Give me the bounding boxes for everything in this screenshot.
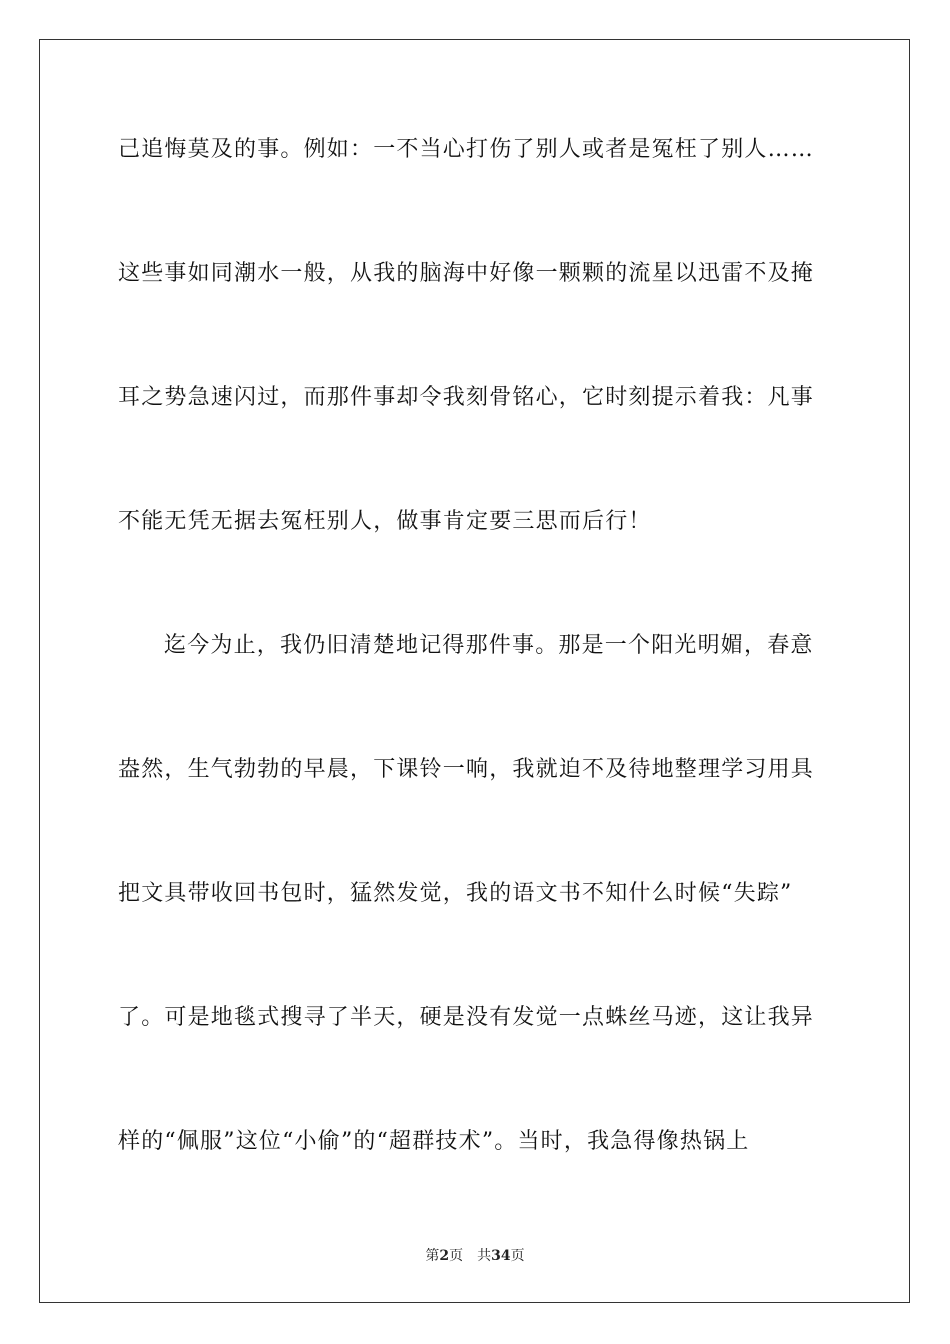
page-border (39, 39, 910, 1303)
text-line: 耳之势急速闪过，而那件事却令我刻骨铭心，它时刻提示着我：凡事 (118, 385, 815, 410)
text-line: 这些事如同潮水一般，从我的脑海中好像一颗颗的流星以迅雷不及掩 (118, 261, 815, 286)
text-line: 样的“佩服”这位“小偷”的“超群技术”。当时，我急得像热锅上 (118, 1129, 750, 1154)
page-prefix: 第 (425, 1248, 440, 1264)
text-line: 不能无凭无据去冤枉别人，做事肯定要三思而后行！ (118, 509, 652, 534)
total-pages: 34 (491, 1248, 511, 1264)
page-number: 2 (439, 1248, 450, 1264)
text-line-paragraph-start: 迄今为止，我仍旧清楚地记得那件事。那是一个阳光明媚，春意 (164, 633, 814, 658)
page-suffix: 页 (449, 1248, 464, 1264)
total-prefix: 共 (477, 1248, 492, 1264)
text-line: 己追悔莫及的事。例如：一不当心打伤了别人或者是冤枉了别人…… (118, 137, 815, 162)
text-line: 盎然，生气勃勃的早晨，下课铃一响，我就迫不及待地整理学习用具 (118, 757, 815, 782)
total-suffix: 页 (510, 1248, 525, 1264)
page-footer (0, 1247, 950, 1265)
text-line: 了。可是地毯式搜寻了半天，硬是没有发觉一点蛛丝马迹，这让我异 (118, 1005, 815, 1030)
text-line: 把文具带收回书包时，猛然发觉，我的语文书不知什么时候“失踪” (118, 881, 793, 906)
